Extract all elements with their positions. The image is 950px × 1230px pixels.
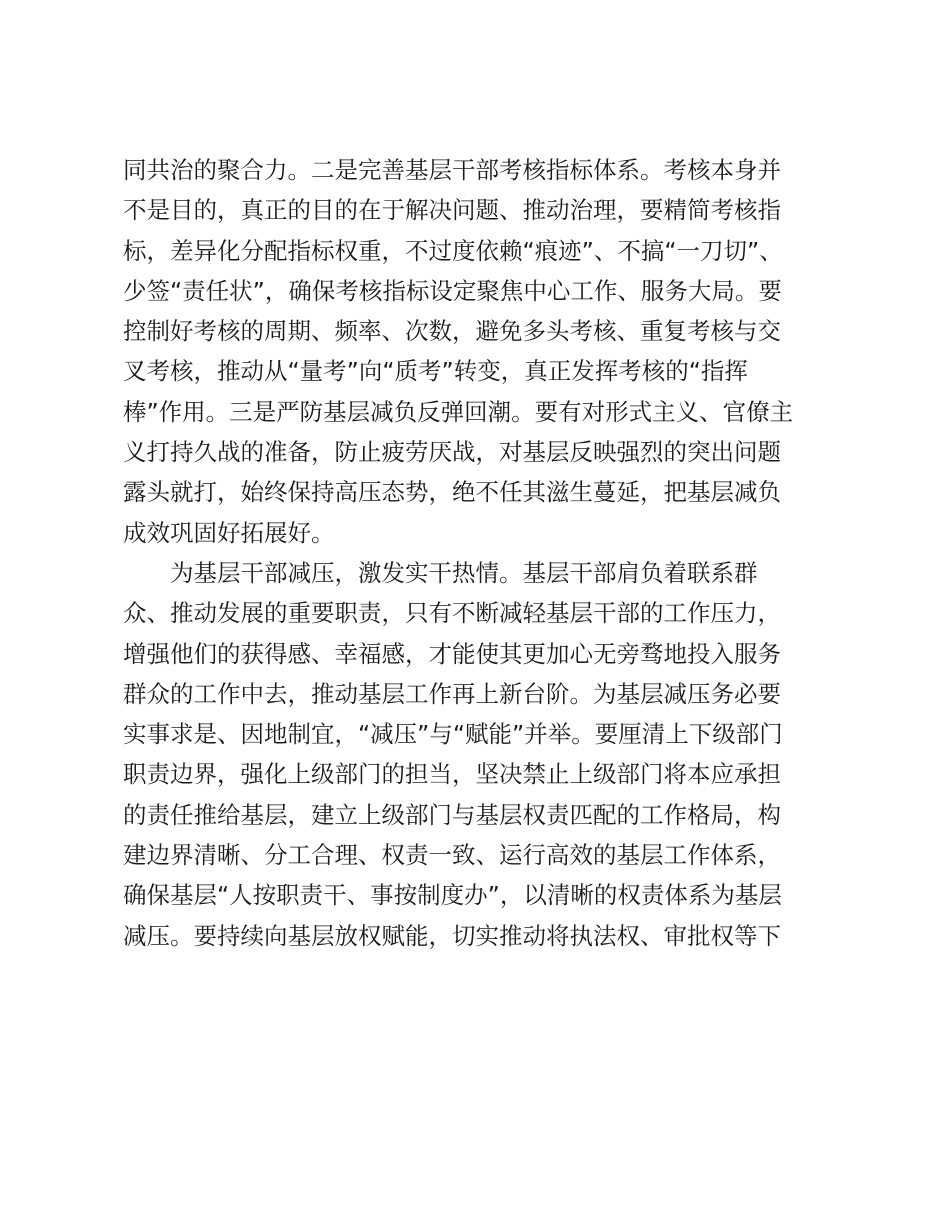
text-line: 露头就打，始终保持高压态势，绝不任其滋生蔓延，把基层减负	[123, 478, 781, 507]
text-line: 义打持久战的准备，防止疲劳厌战，对基层反映强烈的突出问题	[123, 438, 781, 467]
text-line: 建边界清晰、分工合理、权责一致、运行高效的基层工作体系，	[123, 841, 781, 870]
text-line: 的责任推给基层，建立上级部门与基层权责匹配的工作格局，构	[123, 800, 781, 829]
text-line: 少签“责任状”，确保考核指标设定聚焦中心工作、服务大局。要	[123, 276, 782, 305]
text-line: 群众的工作中去，推动基层工作再上新台阶。为基层减压务必要	[123, 679, 781, 708]
text-line: 减压。要持续向基层放权赋能，切实推动将执法权、审批权等下	[123, 921, 781, 950]
text-line: 标，差异化分配指标权重，不过度依赖“痕迹”、不搞“一刀切”、	[123, 236, 783, 265]
text-line: 棒”作用。三是严防基层减负反弹回潮。要有对形式主义、官僚主	[123, 397, 794, 426]
text-line: 不是目的，真正的目的在于解决问题、推动治理，要精简考核指	[123, 196, 781, 225]
text-line: 同共治的聚合力。二是完善基层干部考核指标体系。考核本身并	[123, 156, 781, 184]
text-line: 实事求是、因地制宜，“减压”与“赋能”并举。要厘清上下级部门	[123, 720, 783, 749]
text-line: 增强他们的获得感、幸福感，才能使其更加心无旁骛地投入服务	[123, 639, 781, 668]
text-line: 确保基层“人按职责干、事按制度办”，以清晰的权责体系为基层	[123, 881, 782, 910]
text-line: 职责边界，强化上级部门的担当，坚决禁止上级部门将本应承担	[123, 760, 781, 789]
text-line: 叉考核，推动从“量考”向“质考”转变，真正发挥考核的“指挥	[123, 357, 748, 386]
paragraph-start-line: 为基层干部减压，激发实干热情。基层干部肩负着联系群	[170, 558, 758, 587]
text-line: 众、推动发展的重要职责，只有不断减轻基层干部的工作压力，	[123, 599, 781, 628]
text-line: 控制好考核的周期、频率、次数，避免多头考核、重复考核与交	[123, 317, 781, 346]
body-text	[123, 150, 843, 956]
text-line: 成效巩固好拓展好。	[123, 518, 335, 547]
